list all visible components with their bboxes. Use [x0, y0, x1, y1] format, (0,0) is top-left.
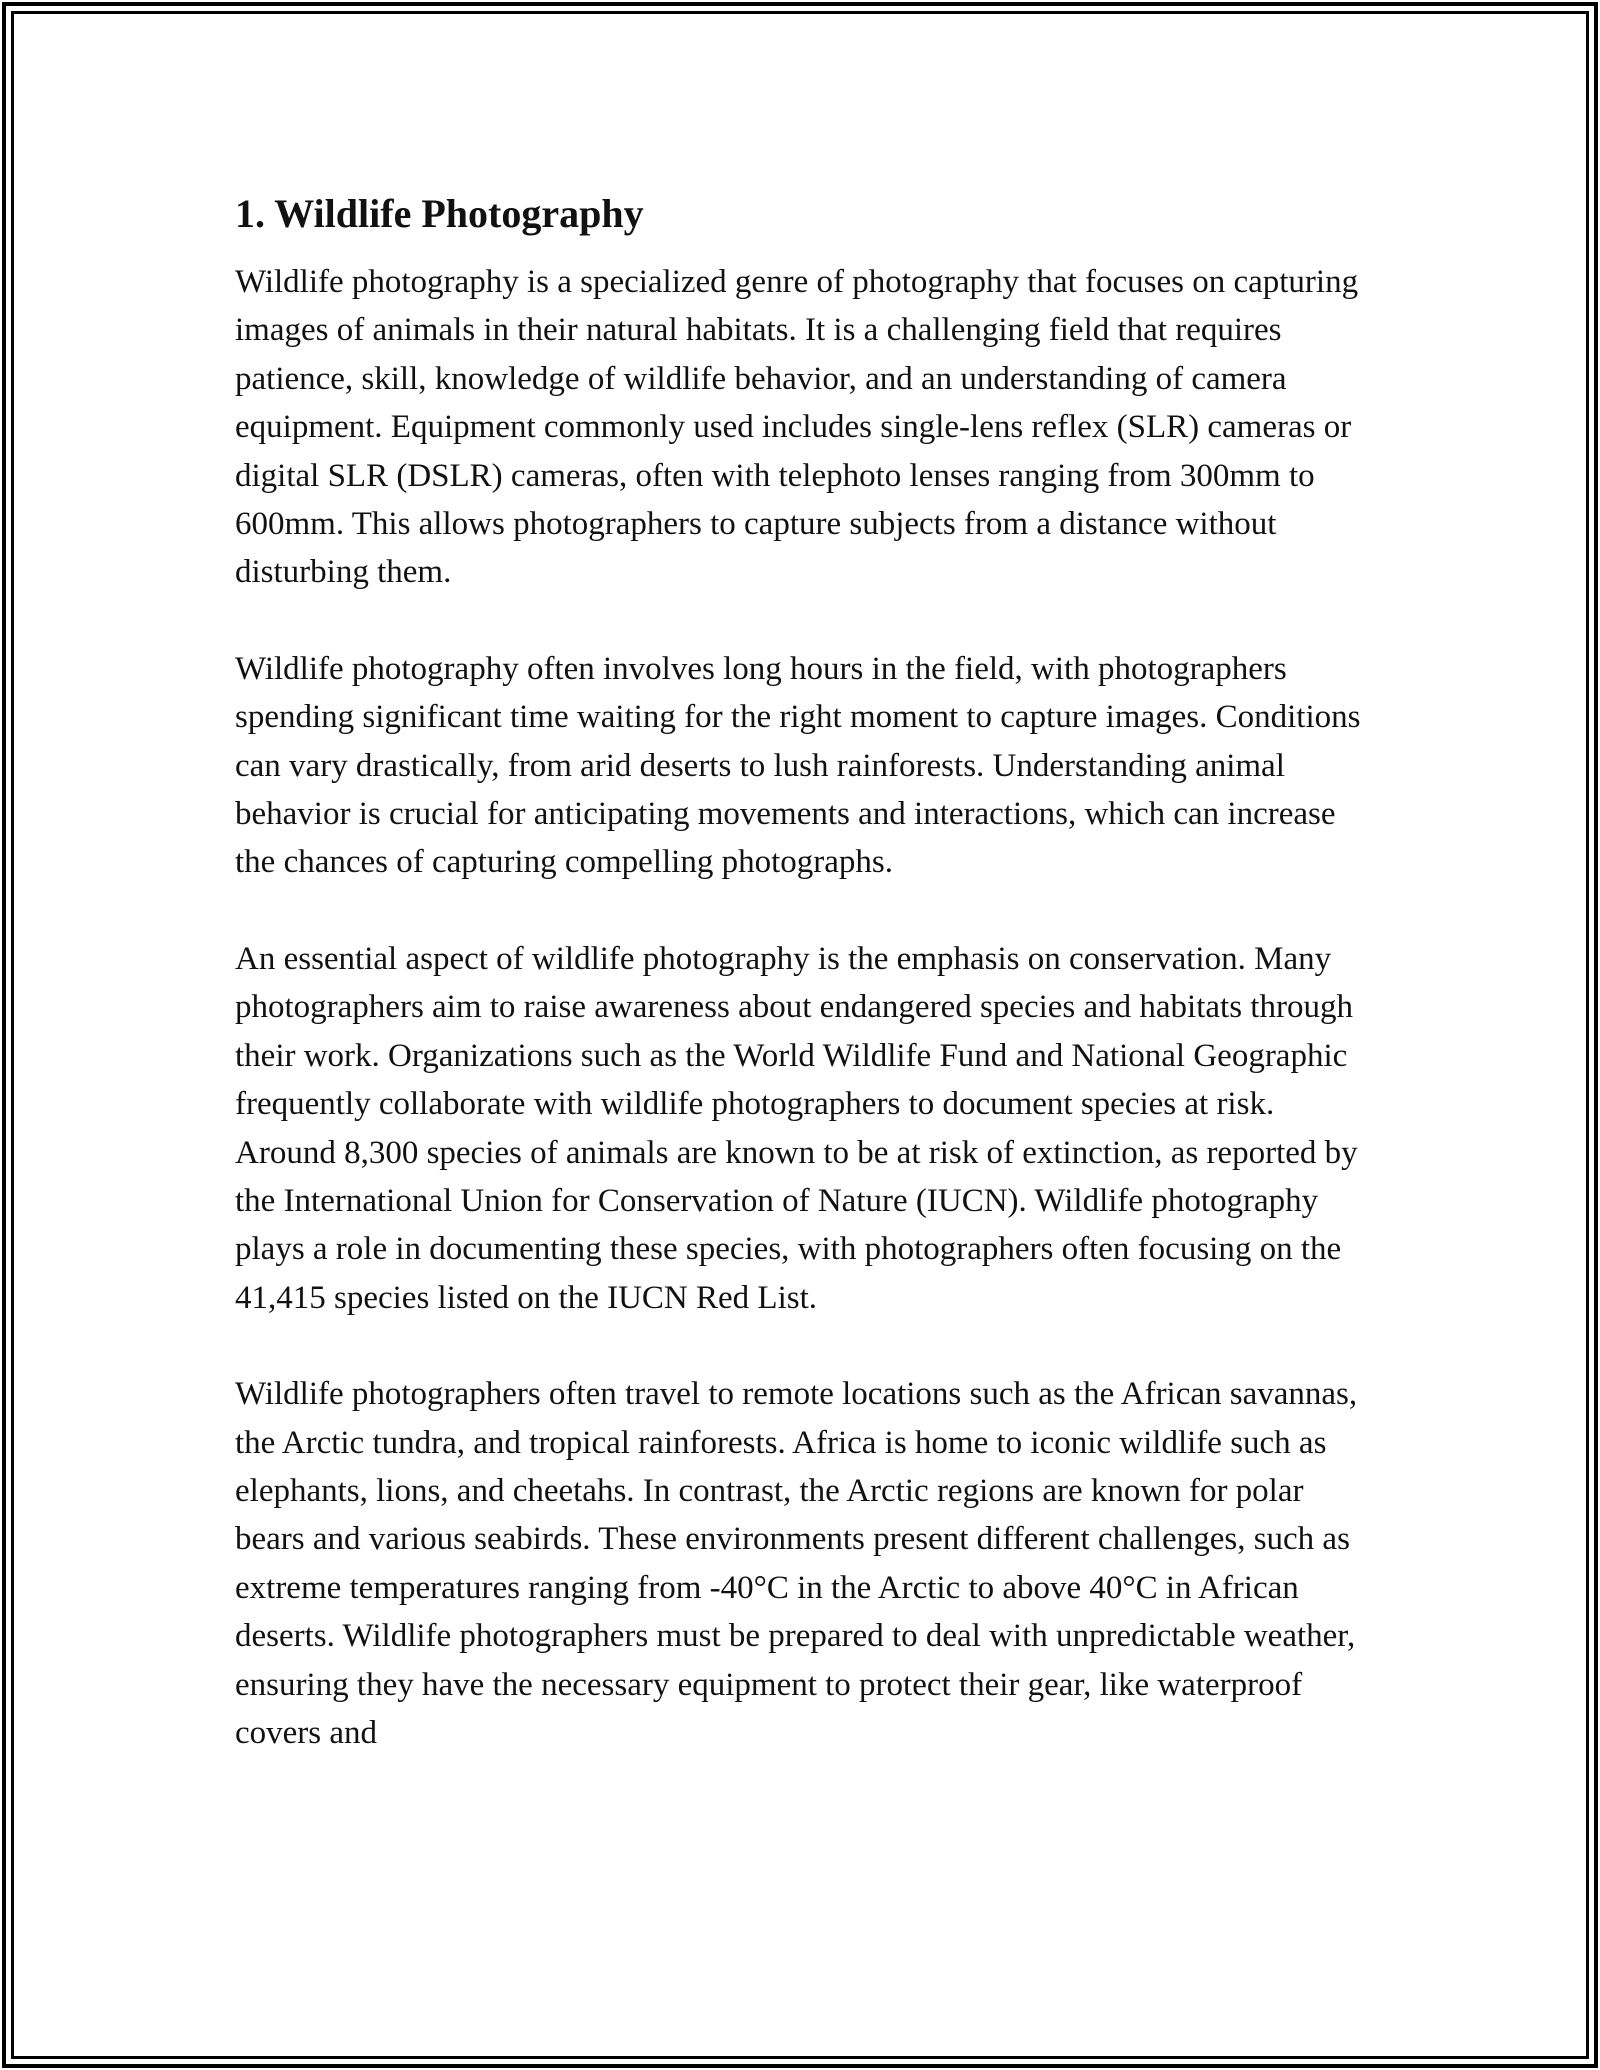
document-body	[235, 186, 1370, 1805]
paragraph-conservation: An essential aspect of wildlife photography is the emphasis on conservation. Many photographers aim to raise awareness about endangered species and habitats through their work. Organizations such as the World Wildlife Fund and National Geographic frequently collaborate with wildlife photographers to document species at risk. Around 8,300 species of animals are known to be at risk of extinction, as reported by the International Union for Conservation of Nature (IUCN). Wildlife photography plays a role in documenting these species, with photographers often focusing on the 41,415 species listed on the IUCN Red List.	[235, 940, 1358, 1316]
paragraph-locations: Wildlife photographers often travel to remote locations such as the African savannas, the Arctic tundra, and tropical rainforests. Africa is home to iconic wildlife such as elephants, lions, and cheetahs. In contrast, the Arctic regions are known for polar bears and various seabirds. These environments present different challenges, such as extreme temperatures ranging from -40°C in the Arctic to above 40°C in African deserts. Wildlife photographers must be prepared to deal with unpredictable weather, ensuring they have the necessary equipment to protect their gear, like waterproof covers and	[235, 1376, 1358, 1751]
paragraph-fieldwork: Wildlife photography often involves long hours in the field, with photographers spending significant time waiting for the right moment to capture images. Conditions can vary drastically, from arid deserts to lush rainforests. Understanding animal behavior is crucial for anticipating movements and interactions, which can increase the chances of capturing compelling photographs.	[235, 650, 1361, 881]
section-heading: 1. Wildlife Photography	[235, 191, 644, 236]
paragraph-equipment: Wildlife photography is a specialized genre of photography that focuses on capturing images of animals in their natural habitats. It is a challenging field that requires patience, skill, knowledge of wildlife behavior, and an understanding of camera equipment. Equipment commonly used includes single-lens reflex (SLR) cameras or digital SLR (DSLR) cameras, often with telephoto lenses ranging from 300mm to 600mm. This allows photographers to capture subjects from a distance without disturbing them.	[235, 264, 1359, 591]
